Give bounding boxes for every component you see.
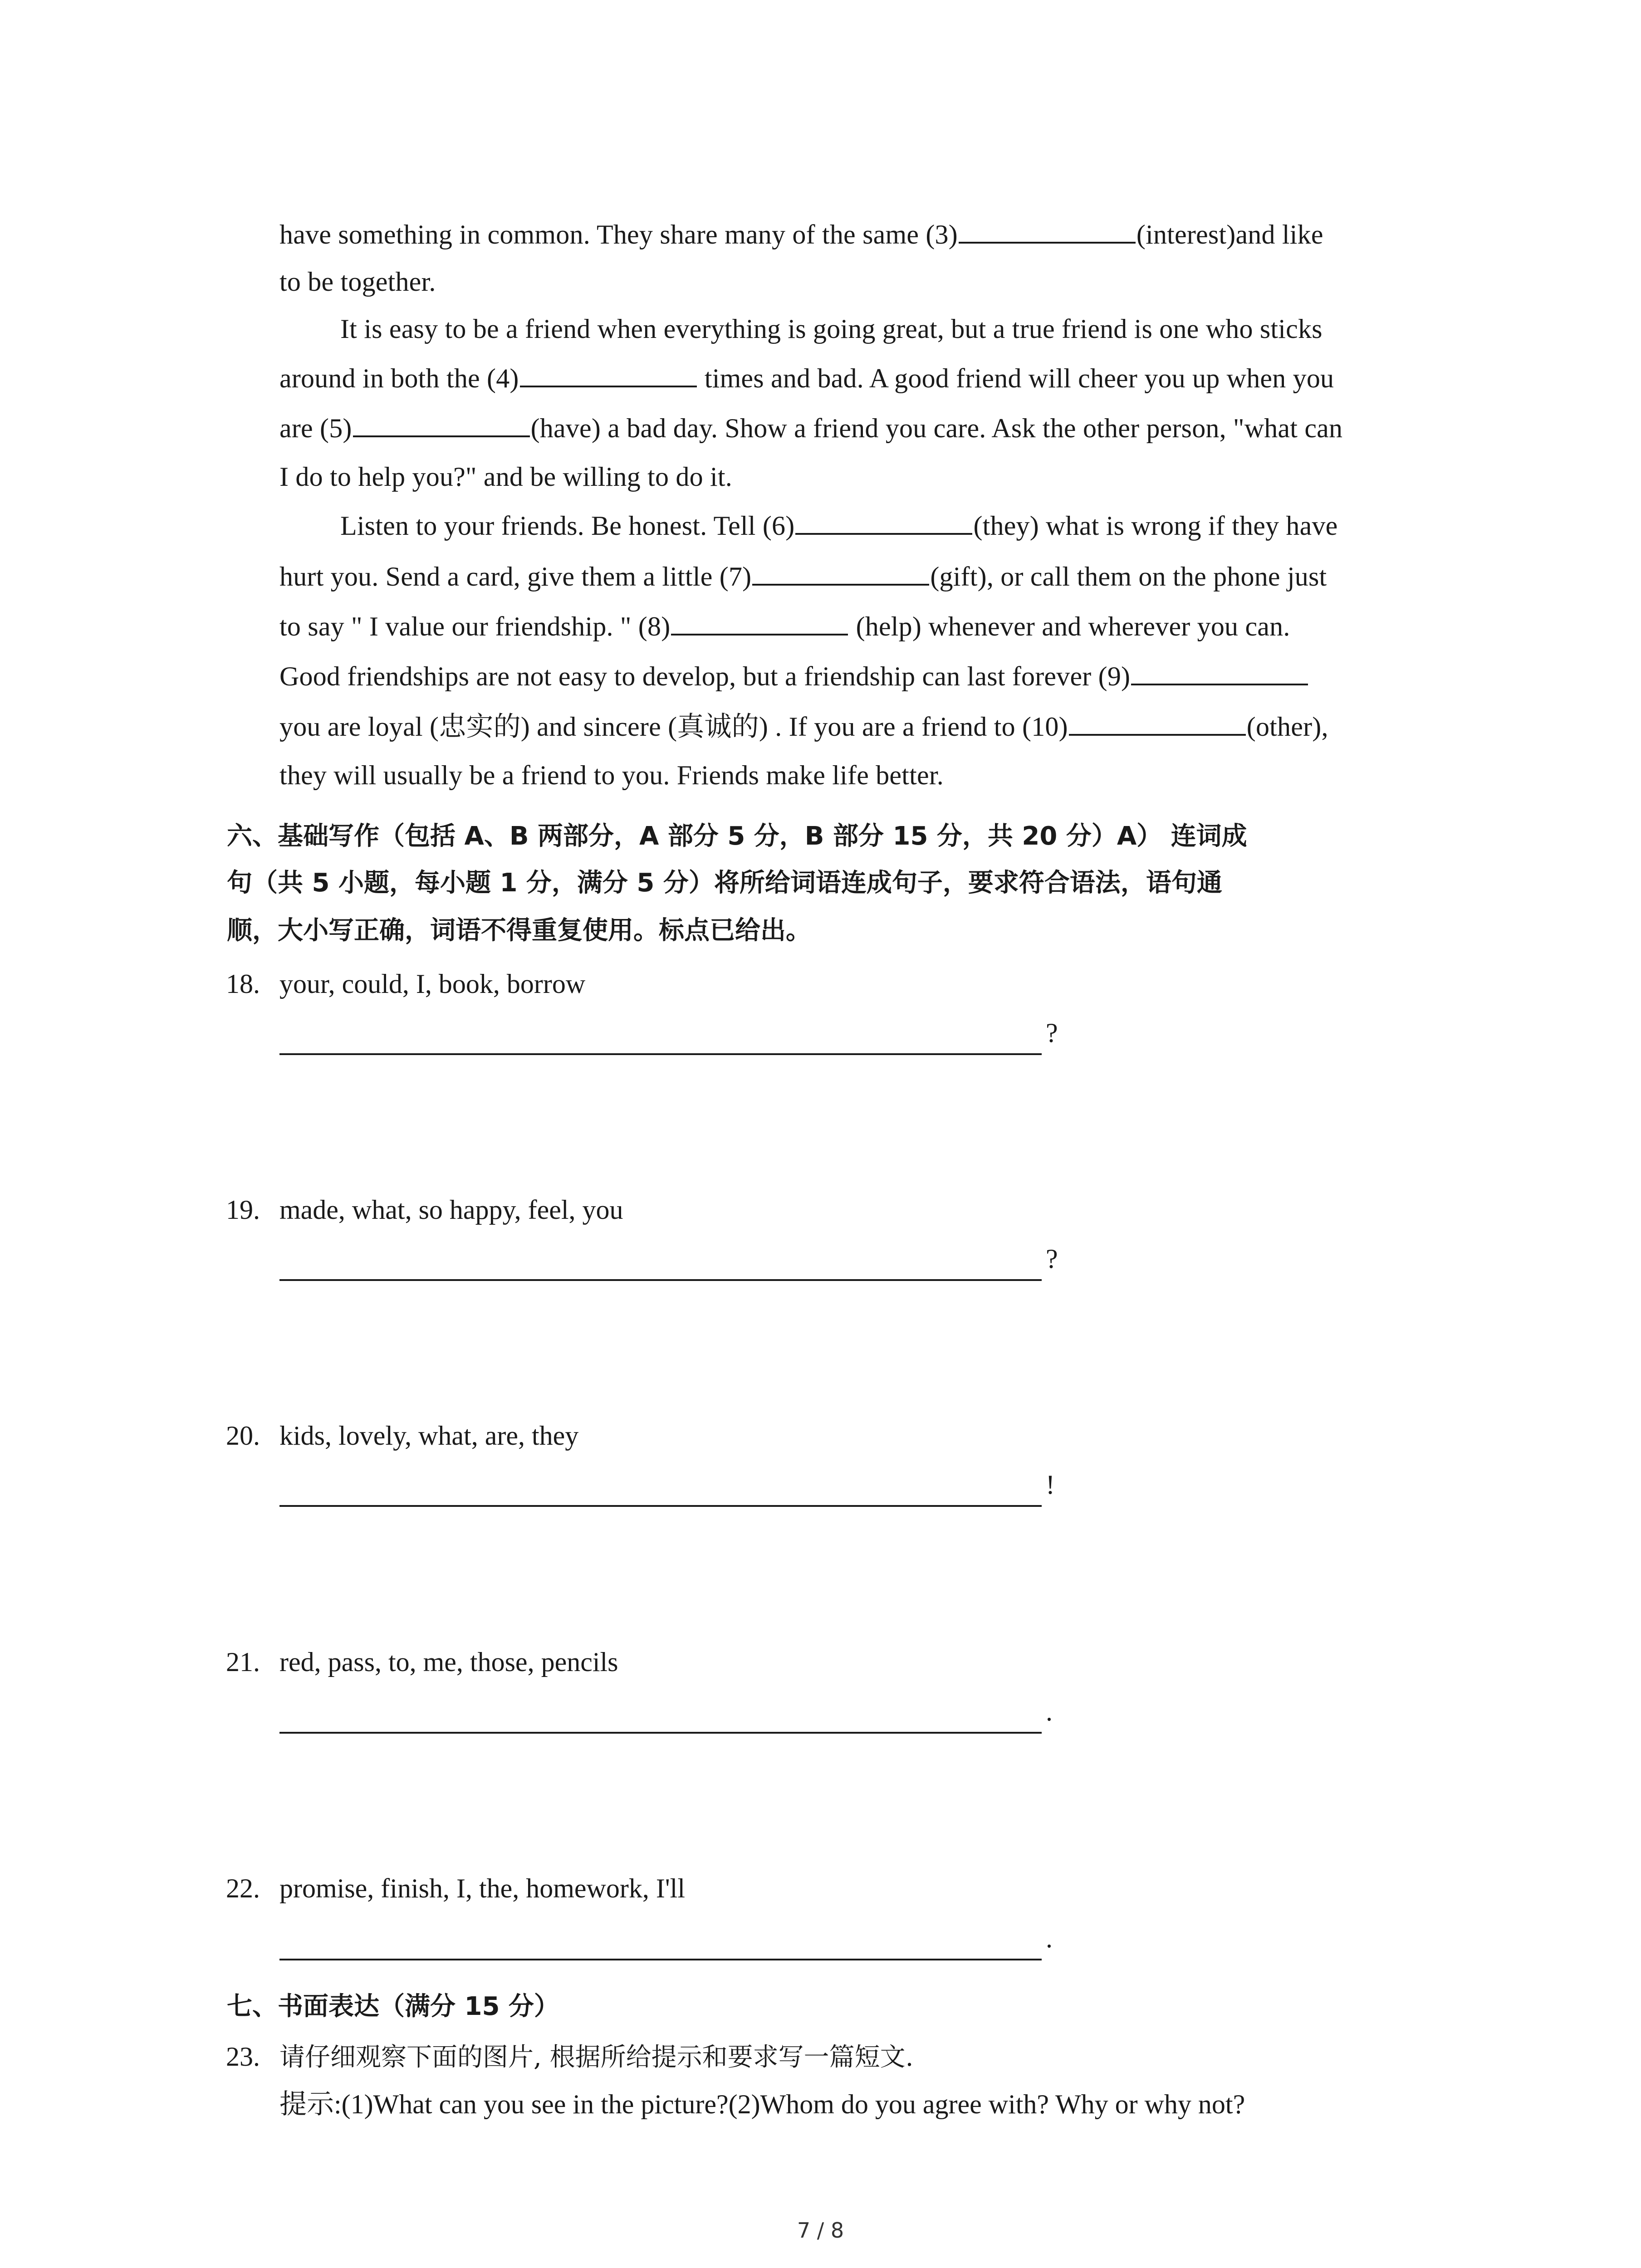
passage-line-11: you are loyal (忠实的) and sincere (真诚的) . If you are a friend to (10) (other), xyxy=(279,709,1328,744)
question-22 xyxy=(226,1871,685,1906)
blank-6[interactable] xyxy=(795,509,972,535)
question-number: 19. xyxy=(226,1195,260,1225)
answer-punct-19: ? xyxy=(1046,1244,1058,1274)
answer-punct-18: ? xyxy=(1046,1018,1058,1048)
question-19 xyxy=(226,1192,623,1227)
passage-line-9: to say " I value our friendship. " (8) (help) whenever and wherever you can. xyxy=(279,609,1290,644)
page-number: 7 / 8 xyxy=(797,2218,844,2243)
passage-line-3: It is easy to be a friend when everything is going great, but a true friend is one who sticks xyxy=(340,314,1323,344)
answer-line-20[interactable] xyxy=(279,1505,1042,1507)
question-words: red, pass, to, me, those, pencils xyxy=(279,1647,618,1677)
passage-line-1: have something in common. They share many of the same (3) (interest)and like xyxy=(279,217,1323,252)
passage-line-2: to be together. xyxy=(279,267,436,297)
question-23 xyxy=(226,2039,913,2075)
section6-heading-line1: 六、基础写作（包括 A、B 两部分，A 部分 5 分，B 部分 15 分，共 20 分）A） 连词成 xyxy=(227,821,1247,851)
answer-punct-21: . xyxy=(1046,1696,1053,1726)
answer-line-18[interactable] xyxy=(279,1053,1042,1055)
question-number: 22. xyxy=(226,1873,260,1903)
question-18 xyxy=(226,966,585,1002)
section6-heading-line2: 句（共 5 小题，每小题 1 分，满分 5 分）将所给词语连成句子，要求符合语法，语句通 xyxy=(227,868,1222,898)
question-21 xyxy=(226,1644,618,1680)
answer-punct-22: . xyxy=(1046,1923,1053,1953)
blank-3[interactable] xyxy=(959,218,1136,244)
section6-heading-line3: 顺，大小写正确，词语不得重复使用。标点已给出。 xyxy=(227,916,811,945)
blank-4[interactable] xyxy=(520,362,697,387)
passage-line-4: around in both the (4) times and bad. A good friend will cheer you up when you xyxy=(279,361,1334,396)
passage-line-8: hurt you. Send a card, give them a little (7) (gift), or call them on the phone just xyxy=(279,559,1327,594)
blank-7[interactable] xyxy=(752,560,929,586)
passage-line-7: Listen to your friends. Be honest. Tell (6) (they) what is wrong if they have xyxy=(340,508,1338,543)
blank-5[interactable] xyxy=(353,412,530,437)
passage-line-6: I do to help you?" and be willing to do it. xyxy=(279,462,732,492)
section7-heading: 七、书面表达（满分 15 分） xyxy=(227,1992,559,2021)
answer-line-19[interactable] xyxy=(279,1279,1042,1281)
answer-line-21[interactable] xyxy=(279,1732,1042,1734)
question-number: 18. xyxy=(226,969,260,999)
passage-line-12: they will usually be a friend to you. Friends make life better. xyxy=(279,760,944,790)
question-words: made, what, so happy, feel, you xyxy=(279,1195,623,1225)
question-20 xyxy=(226,1418,578,1453)
blank-9[interactable] xyxy=(1131,660,1308,685)
question-23-text: 请仔细观察下面的图片, 根据所给提示和要求写一篇短文. xyxy=(279,2043,914,2072)
question-23-hint: 提示:(1)What can you see in the picture?(2)Whom do you agree with? Why or why not? xyxy=(279,2089,1245,2119)
passage-line-5: are (5) (have) a bad day. Show a friend you care. Ask the other person, "what can xyxy=(279,411,1342,446)
question-number: 21. xyxy=(226,1647,260,1677)
question-number: 20. xyxy=(226,1421,260,1451)
question-words: kids, lovely, what, are, they xyxy=(279,1421,579,1451)
blank-8[interactable] xyxy=(671,610,848,635)
question-words: your, could, I, book, borrow xyxy=(279,969,586,999)
passage-line-10: Good friendships are not easy to develop, but a friendship can last forever (9) xyxy=(279,659,1309,694)
answer-line-22[interactable] xyxy=(279,1959,1042,1960)
question-number: 23. xyxy=(226,2042,260,2072)
answer-punct-20: ! xyxy=(1046,1470,1055,1500)
blank-10[interactable] xyxy=(1069,710,1246,736)
question-words: promise, finish, I, the, homework, I'll xyxy=(279,1873,685,1903)
